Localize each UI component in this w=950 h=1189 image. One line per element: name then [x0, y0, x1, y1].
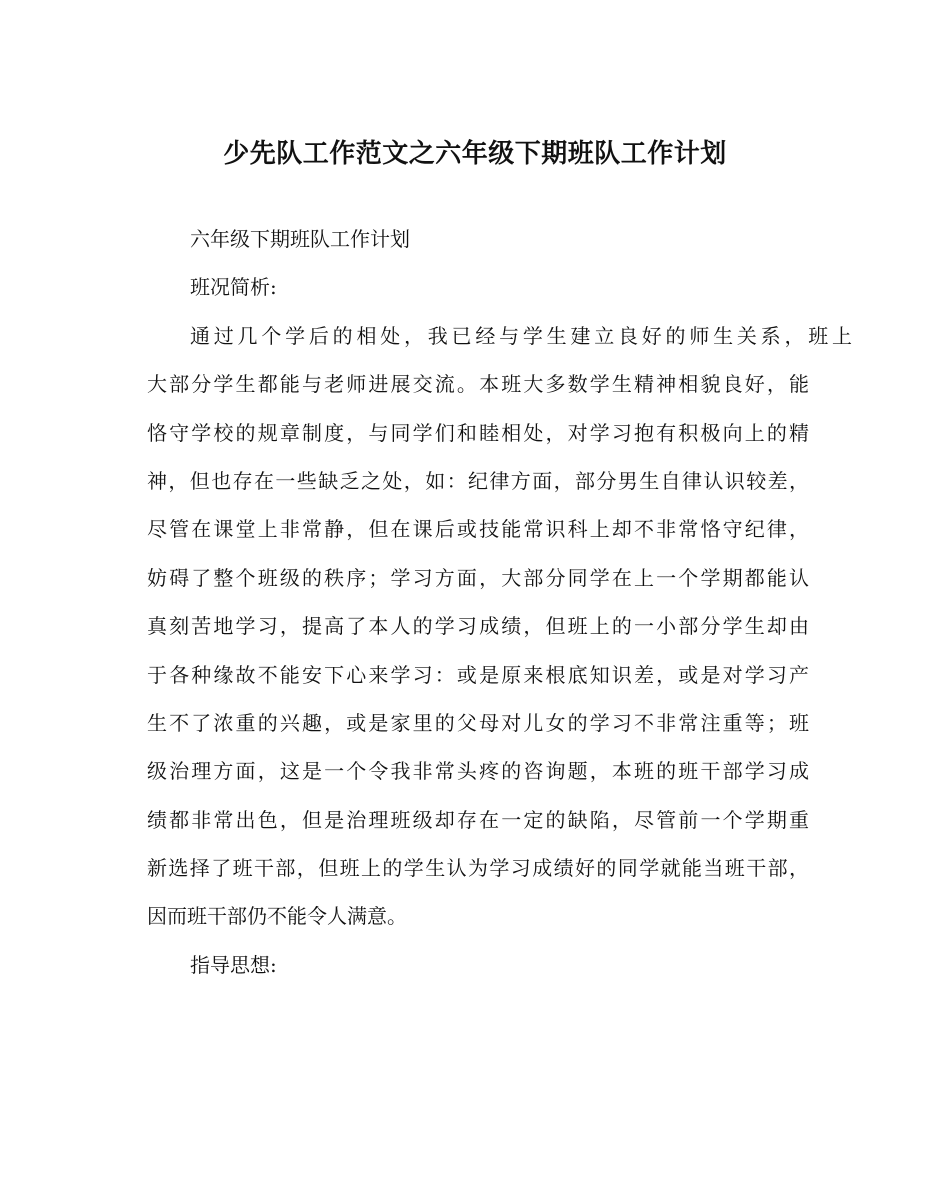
section-heading-guiding-thought: 指导思想: — [190, 952, 277, 977]
paragraph-line: 级治理方面，这是一个令我非常头疼的咨询题，本班的班干部学习成 — [147, 759, 809, 784]
paragraph-line-last: 因而班干部仍不能令人满意。 — [147, 904, 407, 929]
paragraph-line: 通过几个学后的相处，我已经与学生建立良好的师生关系，班上 — [190, 323, 852, 348]
paragraph-line: 真刻苦地学习，提高了本人的学习成绩，但班上的一小部分学生却由 — [147, 614, 809, 639]
paragraph-line: 生不了浓重的兴趣，或是家里的父母对儿女的学习不非常注重等；班 — [147, 710, 809, 735]
paragraph-line: 恪守学校的规章制度，与同学们和睦相处，对学习抱有积极向上的精 — [147, 420, 809, 445]
paragraph-line: 神，但也存在一些缺乏之处，如：纪律方面，部分男生自律认识较差， — [147, 468, 809, 493]
section-heading-plan: 六年级下期班队工作计划 — [190, 227, 410, 251]
paragraph-line: 尽管在课堂上非常静，但在课后或技能常识科上却不非常恪守纪律， — [147, 517, 809, 542]
document-title: 少先队工作范文之六年级下期班队工作计划 — [223, 139, 727, 169]
paragraph-line: 新选择了班干部，但班上的学生认为学习成绩好的同学就能当班干部， — [147, 856, 809, 881]
paragraph-line: 于各种缘故不能安下心来学习：或是原来根底知识差，或是对学习产 — [147, 662, 809, 687]
paragraph-line: 妨碍了整个班级的秩序；学习方面，大部分同学在上一个学期都能认 — [147, 565, 809, 590]
section-heading-class-overview: 班况简析: — [190, 275, 277, 300]
paragraph-line: 大部分学生都能与老师进展交流。本班大多数学生精神相貌良好，能 — [147, 372, 809, 397]
paragraph-line: 绩都非常出色，但是治理班级却存在一定的缺陷，尽管前一个学期重 — [147, 807, 809, 832]
document-body — [147, 222, 852, 996]
